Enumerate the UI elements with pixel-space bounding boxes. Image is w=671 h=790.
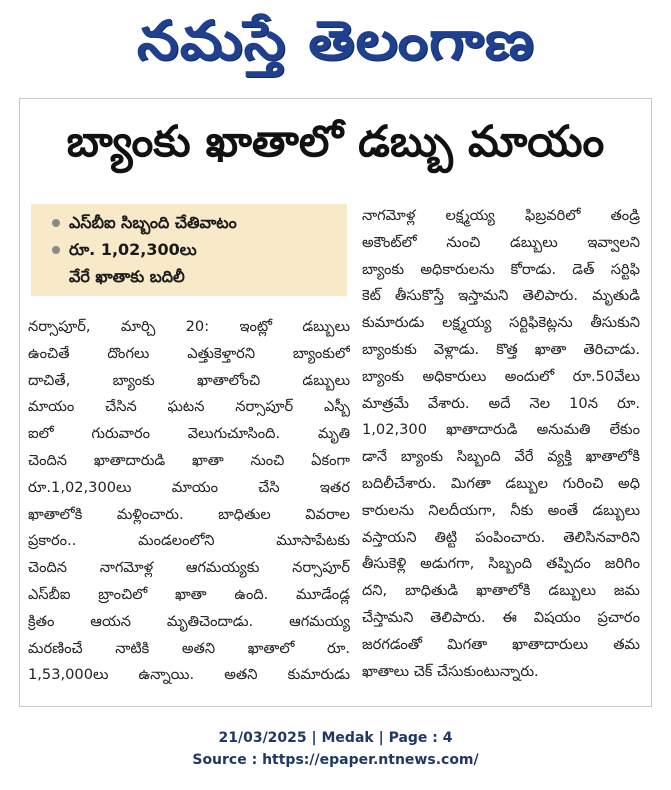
body-line: ఎస్‌బీఐ బ్రాంచిలో ఖాతా ఉంది. మూడేండ్ల	[28, 585, 350, 603]
source-link[interactable]: Source : https://epaper.ntnews.com/	[192, 752, 479, 768]
subhead-line	[31, 263, 347, 290]
body-line: కెట్ తీసుకొస్తే ఇస్తామని తెలిపారు. మృతుడి	[362, 287, 640, 305]
subhead-text: రూ. 1,02,300లు	[69, 240, 197, 259]
body-line: అకౌంట్‌లో నుంచి డబ్బులు ఇవ్వాలని	[362, 233, 640, 251]
body-line: చేస్తామని తెలిపారు. ఈ విషయం ప్రచారం	[362, 608, 640, 626]
article-clipping	[19, 98, 652, 707]
body-line: బ్యాంకుకు వెళ్లాడు. కొత్త ఖాతా తెరిచాడు.	[362, 340, 640, 358]
subhead-box	[31, 204, 347, 296]
article-right-column	[362, 203, 640, 685]
body-line: ఖాతాలోకి మళ్లించారు. బాధితుల వివరాల	[28, 505, 350, 523]
newspaper-logo: నమస్తే తెలంగాణ	[136, 9, 535, 72]
subhead-line	[31, 236, 347, 263]
body-line: మరణించే నాటికి అతని ఖాతాలో రూ.	[28, 639, 350, 657]
masthead	[0, 0, 671, 95]
body-line: ఉంచితే దొంగలు ఎత్తుకెళ్తారని బ్యాంకులో	[28, 344, 350, 362]
subhead-text: వేరే ఖాతాకు బదిలీ	[69, 267, 185, 286]
body-line: బ్యాంకు అధికారులు అందులో రూ.50వేలు	[362, 367, 640, 385]
body-line: దని, బాధితుడి ఖాతాలోకి డబ్బులు జమ	[362, 582, 640, 600]
body-line: మాత్రమే వేశారు. అదే నెల 10న రూ.	[362, 394, 640, 412]
body-line: ఐలో గురువారం వెలుగుచూసింది. మృతి	[28, 425, 350, 443]
body-line: తీసుకెళ్లి అడుగగా, సిబ్బంది తప్పిదం జరిగిం	[362, 555, 640, 573]
body-line: వస్తాయని తిట్టి పంపించారు. తెలిసినవారిని	[362, 528, 640, 546]
body-line: రూ.1,02,300లు మాయం చేసి ఇతర	[28, 478, 350, 496]
subhead-text: ఎస్‌బీఐ సిబ్బంది చేతివాటం	[69, 213, 237, 232]
body-line: కారులను నిలదీయగా, నీకు అంతే డబ్బులు	[362, 501, 640, 519]
body-line: ప్రకారం.. మండలంలోని మూసాపేటకు	[28, 532, 350, 550]
article-left-column	[28, 314, 350, 689]
body-line: ఖాతాలు చెక్ చేసుకుంటున్నారు.	[362, 662, 539, 680]
body-line: బ్యాంకు అధికారులను కోరాడు. డెత్ సర్టిఫి	[362, 260, 640, 278]
bullet-icon	[52, 246, 60, 254]
body-line: క్రితం ఆయన మృతిచెందాడు. ఆగమయ్య	[28, 612, 350, 630]
bullet-icon	[52, 219, 60, 227]
body-line: బదిలీచేశారు. మిగతా డబ్బుల గురించి అధి	[362, 474, 640, 492]
body-line: నర్సాపూర్, మార్చి 20: ఇంట్లో డబ్బులు	[28, 318, 350, 335]
page-footer	[0, 727, 671, 771]
body-line: దాచితే, బ్యాంకు ఖాతాలోంచి డబ్బులు	[28, 371, 350, 389]
body-line: చెందిన ఖాతాదారుడి ఖాతా నుంచి ఏకంగా	[28, 451, 350, 469]
body-line: డానే బ్యాంకు సిబ్బంది వేరే వ్యక్తి ఖాతాలోకి	[362, 448, 640, 466]
body-line: నాగమోళ్ల లక్ష్మయ్య ఫిబ్రవరిలో తండ్రి	[362, 207, 640, 224]
body-line: 1,53,000లు ఉన్నాయి. అతని కుమారుడు	[28, 666, 350, 684]
article-headline: బ్యాంకు ఖాతాలో డబ్బు మాయం	[66, 117, 605, 167]
body-line: మాయం చేసిన ఘటన నర్సాపూర్ ఎస్బీ	[28, 398, 350, 416]
body-line: కుమారుడు లక్ష్మయ్య సర్టిఫికెట్లను తీసుకుని	[362, 314, 640, 332]
body-line: 1,02,300 ఖాతాదారుడి అనుమతి లేకుం	[362, 421, 640, 439]
body-line: చెందిన నాగమోళ్ల ఆగమయ్యకు నర్సాపూర్	[28, 559, 350, 577]
edition-info: 21/03/2025 | Medak | Page : 4	[218, 730, 453, 746]
subhead-line	[31, 209, 347, 236]
body-line: జరగడంతో మిగతా ఖాతాదారులు తమ	[362, 635, 640, 653]
